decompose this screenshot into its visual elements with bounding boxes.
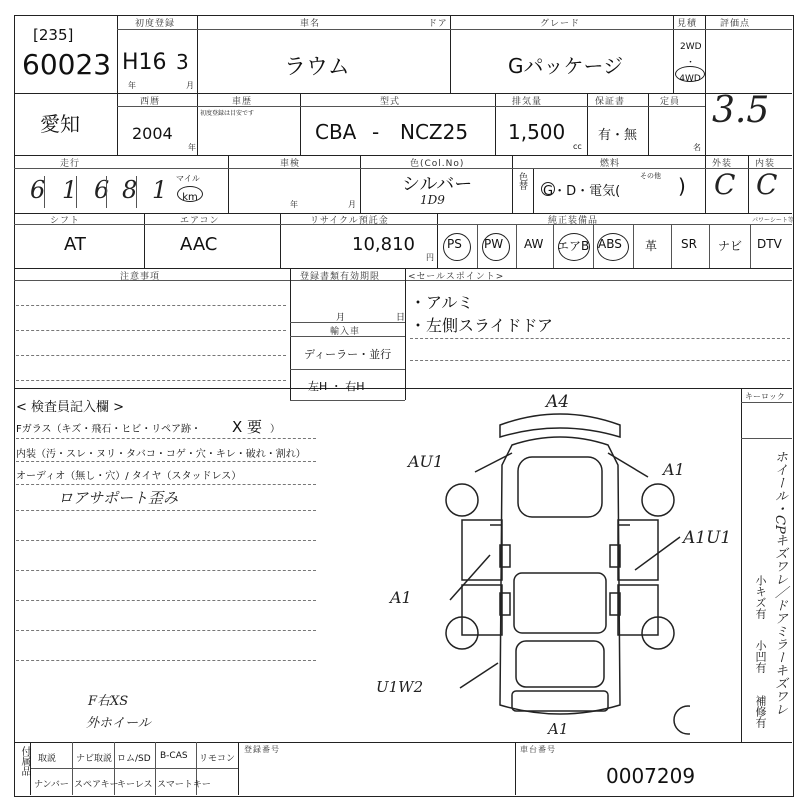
label-model: 車名 bbox=[300, 19, 321, 29]
equip-dtv: DTV bbox=[757, 237, 782, 251]
recycle-amount: 10,810 bbox=[352, 234, 415, 255]
lot-number: 60023 bbox=[22, 48, 112, 81]
equip-navi: ナビ bbox=[718, 239, 743, 253]
label-chassis-number: 車台番号 bbox=[520, 745, 556, 754]
mark-u1w2: U1W2 bbox=[376, 678, 424, 696]
chassis-number: 0007209 bbox=[606, 764, 696, 788]
fuel-close: ) bbox=[678, 174, 686, 198]
note-wheel-1: F右XS bbox=[88, 694, 129, 709]
label-sales-point: <セールスポイント> bbox=[408, 272, 505, 282]
label-aircon: エアコン bbox=[180, 216, 220, 226]
footer-item-keyless: キーレス bbox=[117, 780, 153, 790]
side-small-scratch: 小キズ有 bbox=[754, 575, 767, 619]
interior-grade: C bbox=[756, 168, 778, 201]
location: 愛知 bbox=[40, 112, 80, 136]
registration-month: 3 bbox=[176, 50, 189, 74]
label-exterior: 外装 bbox=[712, 159, 733, 169]
expiry-day: 日 bbox=[396, 313, 406, 323]
label-import: 輸入車 bbox=[330, 327, 361, 337]
footer-item-spare-key: スペアキー bbox=[74, 780, 119, 790]
aircon-value: AAC bbox=[180, 234, 218, 255]
label-type: 型式 bbox=[380, 97, 401, 107]
label-warranty: 保証書 bbox=[595, 97, 626, 107]
unit-cc: cc bbox=[573, 142, 582, 151]
interior-line: 内装（汚・スレ・ヌリ・タバコ・コゲ・穴・キレ・破れ・割れ） bbox=[16, 449, 306, 460]
label-interior: 内装 bbox=[755, 159, 776, 169]
label-fuel: 燃料 bbox=[600, 159, 621, 169]
label-capacity: 定員 bbox=[660, 97, 681, 107]
lot-prefix: [235] bbox=[33, 26, 74, 44]
expiry-month: 月 bbox=[336, 313, 346, 323]
unit-month: 月 bbox=[186, 81, 194, 90]
side-small-dent: 小凹有 bbox=[754, 640, 767, 673]
footer-item-remote: リモコン bbox=[199, 754, 236, 764]
equip-abs: ABS bbox=[598, 237, 622, 251]
equip-leather: 革 bbox=[645, 239, 658, 253]
warranty-value: 有・無 bbox=[598, 128, 638, 143]
car-rear-bumper bbox=[512, 691, 608, 711]
footer-item-smart-key: スマートキー bbox=[157, 780, 211, 790]
label-power-seat: パワーシート等 bbox=[752, 217, 794, 224]
label-door: ドア bbox=[428, 19, 448, 29]
label-mileage: 走行 bbox=[60, 159, 81, 169]
mark-a1-left: A1 bbox=[390, 588, 412, 607]
equip-sunroof: SR bbox=[681, 237, 697, 251]
label-color: 色(Col.No) bbox=[410, 159, 465, 169]
footer-item-navi-manual: ナビ取説 bbox=[76, 754, 113, 764]
drive-2wd: 2WD bbox=[680, 42, 702, 52]
inspection-year: 年 bbox=[290, 200, 298, 209]
registration-note: 初度登録は目安です bbox=[200, 110, 255, 117]
glass-line: Fガラス（キズ・飛石・ヒビ・リペア跡・ bbox=[16, 424, 202, 435]
drive-4wd-circled: 4WD bbox=[675, 66, 705, 82]
mark-a4: A4 bbox=[546, 392, 570, 412]
handle-side: 左H ・ 右H bbox=[308, 380, 365, 393]
note-rear-support: ロアサポート歪み bbox=[58, 489, 179, 507]
unit-person: 名 bbox=[693, 143, 701, 152]
audio-tire-line: オーディオ（無し・穴）/ タイヤ（スタッドレス） bbox=[16, 471, 242, 482]
mark-a1-top-right: A1 bbox=[663, 460, 685, 479]
unit-year: 年 bbox=[128, 81, 136, 90]
car-hood bbox=[518, 457, 602, 517]
unit-mile: マイル bbox=[176, 174, 200, 183]
mark-a1u1: A1U1 bbox=[683, 528, 732, 548]
car-wheel-front-right bbox=[642, 484, 674, 516]
car-damage-diagram bbox=[430, 405, 690, 740]
label-drive: 見積 bbox=[677, 19, 698, 29]
label-shift: シフト bbox=[50, 216, 81, 226]
footer-item-rom-sd: ロム/SD bbox=[117, 754, 151, 764]
type-prefix: CBA bbox=[315, 120, 357, 144]
car-right-front-door bbox=[618, 520, 658, 580]
color-change: 色替 bbox=[517, 172, 527, 190]
inspector-title: < 検査員記入欄 > bbox=[16, 400, 125, 415]
inspection-month: 月 bbox=[348, 200, 356, 209]
label-first-registration: 初度登録 bbox=[135, 19, 176, 29]
footer-item-manual: 取説 bbox=[38, 754, 57, 764]
equip-ps: PS bbox=[447, 237, 462, 251]
type-code: NCZ25 bbox=[400, 120, 469, 144]
unit-km-circled: km bbox=[177, 186, 203, 202]
car-left-front-door bbox=[462, 520, 502, 580]
unit-year-2: 年 bbox=[188, 143, 196, 152]
label-key-lock: キーロック bbox=[745, 392, 785, 401]
label-equipment: 純正装備品 bbox=[548, 216, 599, 226]
label-recycle: リサイクル預託金 bbox=[310, 216, 389, 226]
mileage-digit: 1 bbox=[152, 176, 168, 204]
glass-mark: X 要 bbox=[232, 418, 263, 436]
glass-close: ） bbox=[270, 424, 280, 435]
label-reg-expiry: 登録書類有効期限 bbox=[300, 272, 381, 282]
fuel-other: その他 bbox=[640, 172, 661, 180]
label-inspection: 車検 bbox=[280, 159, 301, 169]
side-repaired: 補修有 bbox=[754, 695, 767, 728]
car-left-rear-door bbox=[462, 585, 502, 635]
type-dash: - bbox=[372, 120, 380, 144]
car-right-rear-door bbox=[618, 585, 658, 635]
sales-point-1: ・アルミ bbox=[410, 293, 474, 312]
footer-item-bcas: B-CAS bbox=[160, 751, 188, 761]
spare-wheel bbox=[674, 706, 690, 734]
exterior-grade: C bbox=[714, 168, 736, 201]
label-notes: 注意事項 bbox=[120, 272, 161, 282]
label-registration-number: 登録番号 bbox=[244, 745, 280, 754]
label-vehicle-history: 車歴 bbox=[232, 97, 253, 107]
fuel-options: G・D・電気( bbox=[543, 184, 621, 199]
label-displacement: 排気量 bbox=[512, 97, 543, 107]
note-wheel-2: 外ホイール bbox=[86, 716, 151, 731]
mileage-digit: 6 bbox=[30, 176, 46, 204]
auction-sheet: 初度登録 車名 ドア グレード 見積 評価点 [235] 60023 H16 3 年 月 ラウム Gパッケージ 2WD ・ 4WD 3.5 愛知 西暦 車歴 型式 排気量 保証書 定員 初度登録は目安です 2004 年 CBA - NCZ25 1,500 cc 有・無 名 走行 車検 色(Col.No) 燃料 外装 内装 6 1 6 8 1 マイル km 年 月 シルバー 1D9 色替 G・D・電気( その他 ) C C シフト エアコン リサイクル預託金 純正装備品 パワーシート等 AT AAC 10,810 円 PS PW AW エアB ABS 革 SR ナビ DTV 注意事項 登録書類有効期限 <セールスポイント> 月 日 輸入車 ディーラー・並行 左H ・ 右H ・アルミ ・左側スライドドア キーロック < 検査員記入欄 > Fガラス（キズ・飛石・ヒビ・リペア跡・ X 要 ） 内装（汚・スレ・ヌリ・タバコ・コゲ・穴・キレ・破れ・割れ） オーディオ（無し・穴）/ タイヤ（スタッドレス） ロアサポート歪み F右XS 外ホイール ホイール・CPキズワレ／ドアミラーキズワレ 小キズ有 小凹有 補修有 A4 AU1 A1 A1U1 A1 U1W2 A1 付属品 取説 ナビ取説 ロム/SD B-CAS リモコン ナンバー スペアキー キーレス スマートキー 登録番号 車台番号 0007209 bbox=[0, 0, 800, 800]
label-score: 評価点 bbox=[720, 19, 751, 29]
equip-aw: AW bbox=[524, 237, 544, 251]
mileage-digits bbox=[16, 172, 176, 208]
label-western-year: 西暦 bbox=[140, 97, 161, 107]
car-front-bumper bbox=[500, 414, 620, 437]
model-name: ラウム bbox=[284, 55, 350, 80]
car-roof bbox=[514, 573, 606, 633]
equip-airbag: エアB bbox=[557, 239, 590, 253]
import-type: ディーラー・並行 bbox=[304, 348, 392, 361]
color-number: 1D9 bbox=[420, 193, 445, 207]
footer-side-label: 付属品 bbox=[19, 746, 30, 776]
era-year: H16 bbox=[122, 50, 167, 75]
mileage-digit: 8 bbox=[122, 176, 138, 204]
shift-value: AT bbox=[64, 234, 86, 255]
mark-a1-bottom: A1 bbox=[548, 720, 569, 738]
equip-pw: PW bbox=[484, 237, 504, 251]
mileage-digit: 6 bbox=[94, 176, 110, 204]
unit-yen: 円 bbox=[426, 253, 434, 262]
western-year: 2004 bbox=[132, 124, 173, 143]
car-wheel-front-left bbox=[446, 484, 478, 516]
label-grade: グレード bbox=[540, 19, 581, 29]
mark-au1: AU1 bbox=[408, 452, 444, 471]
sales-point-2: ・左側スライドドア bbox=[410, 316, 554, 335]
grade-value: Gパッケージ bbox=[508, 54, 624, 78]
side-wheel-note: ホイール・CPキズワレ／ドアミラーキズワレ bbox=[772, 450, 787, 716]
car-rear-glass bbox=[516, 641, 604, 687]
mileage-digit: 1 bbox=[62, 176, 78, 204]
evaluation-score: 3.5 bbox=[712, 90, 770, 131]
displacement: 1,500 bbox=[508, 120, 566, 144]
color-value: シルバー bbox=[402, 174, 473, 195]
footer-item-number: ナンバー bbox=[34, 780, 69, 790]
